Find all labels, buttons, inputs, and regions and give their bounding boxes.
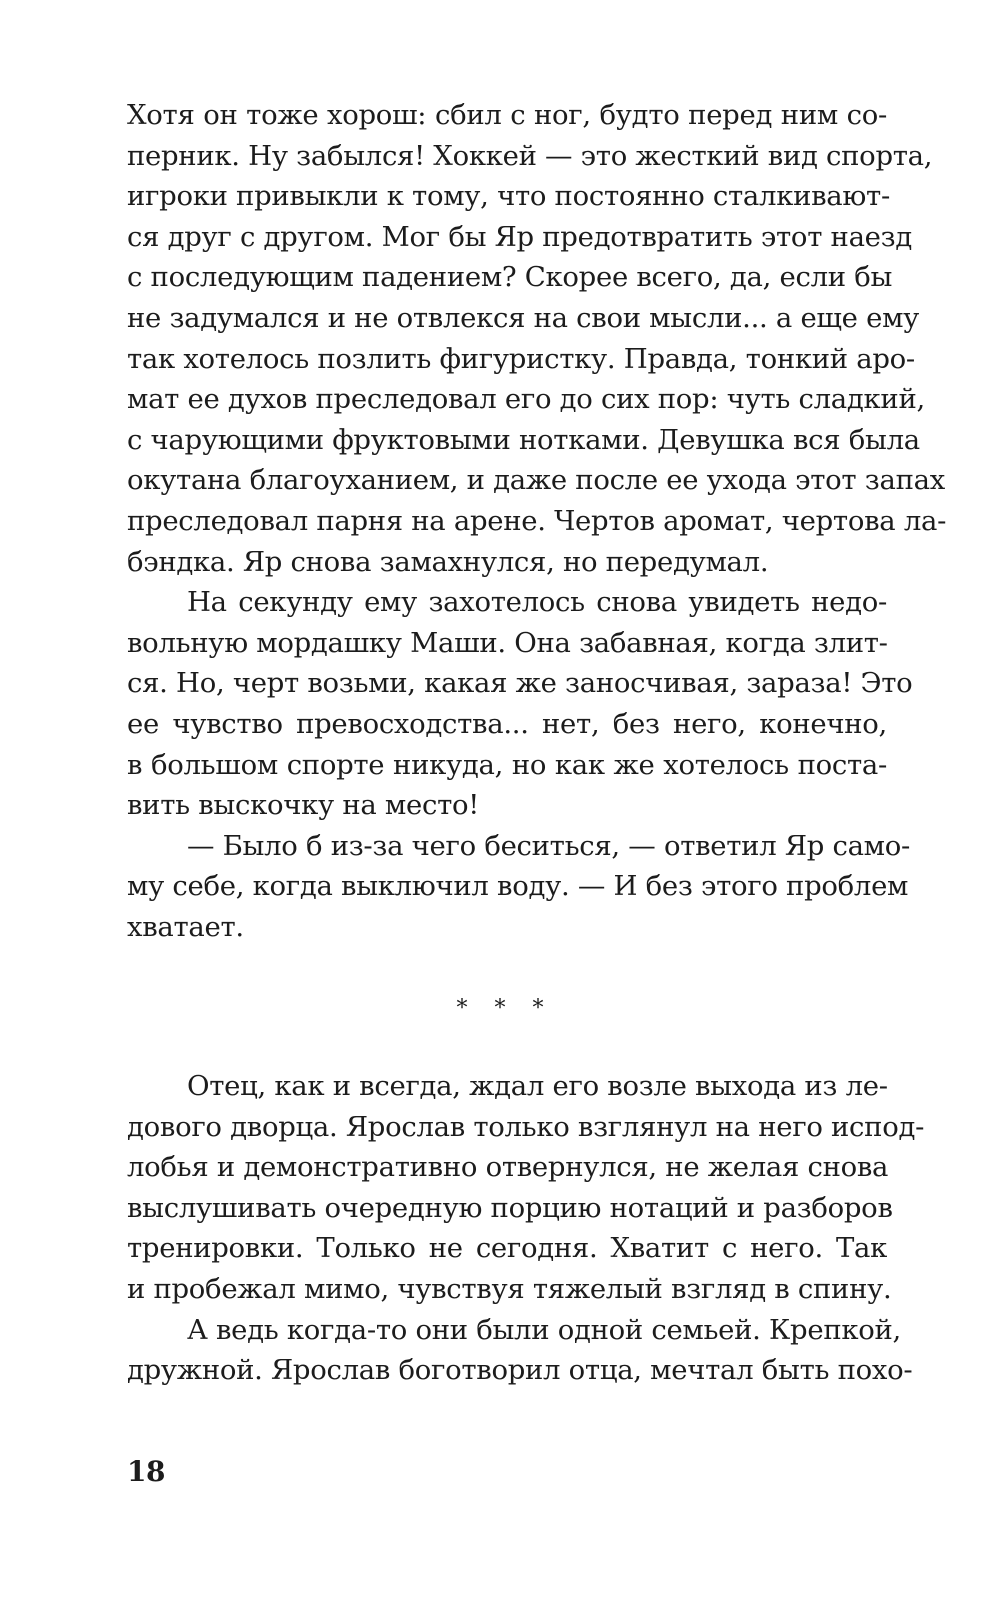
text-line: бэндка. Яр снова замахнулся, но передумал. [127, 545, 769, 578]
text-line: Отец, как и всегда, ждал его возле выхода из ле- [187, 1070, 888, 1102]
text-line: вольную мордашку Маши. Она забавная, когда злит- [127, 626, 888, 659]
text-line: тренировки. Только не сегодня. Хватит с него. Так [127, 1232, 887, 1265]
text-line: преследовал парня на арене. Чертов аромат, чертова ла- [127, 504, 947, 537]
text-section-2 [127, 1066, 925, 1391]
text-line: дового дворца. Ярослав только взглянул на него испод- [127, 1110, 925, 1143]
text-line: дружной. Ярослав боготворил отца, мечтал быть похо- [127, 1354, 913, 1387]
page-number: 18 [127, 1455, 165, 1488]
text-section-1 [127, 95, 947, 947]
text-line: так хотелось позлить фигуристку. Правда, тонкий аро- [127, 342, 915, 375]
text-line: ее чувство превосходства... нет, без него, конечно, [127, 707, 887, 740]
text-line: перник. Ну забылся! Хоккей — это жесткий вид спорта, [127, 139, 933, 172]
text-line: лобья и демонстративно отвернулся, не желая снова [127, 1151, 889, 1184]
text-line: вить выскочку на место! [127, 789, 479, 822]
text-line: выслушивать очередную порцию нотаций и разборов [127, 1191, 893, 1224]
text-line: в большом спорте никуда, но как же хотелось поста- [127, 748, 887, 781]
text-line: не задумался и не отвлекся на свои мысли... а еще ему [127, 301, 920, 334]
text-line: окутана благоуханием, и даже после ее ухода этот запах [127, 464, 945, 497]
text-line: Хотя он тоже хорош: сбил с ног, будто перед ним со- [127, 99, 887, 131]
text-line: му себе, когда выключил воду. — И без этого проблем [127, 870, 909, 903]
text-line: ся друг с другом. Мог бы Яр предотвратить этот наезд [127, 220, 912, 253]
text-line: игроки привыкли к тому, что постоянно сталкивают- [127, 180, 890, 213]
text-line: хватает. [127, 910, 244, 943]
text-line: — Было б из-за чего беситься, — ответил Яр само- [187, 829, 911, 862]
text-line: с чарующими фруктовыми нотками. Девушка вся была [127, 423, 920, 456]
text-line: мат ее духов преследовал его до сих пор: чуть сладкий, [127, 383, 925, 416]
text-line: А ведь когда-то они были одной семьей. Крепкой, [187, 1313, 901, 1346]
text-line: На секунду ему захотелось снова увидеть недо- [187, 586, 887, 619]
text-line: ся. Но, черт возьми, какая же заносчивая, зараза! Это [127, 667, 913, 700]
section-separator: * * * [456, 996, 554, 1021]
text-line: с последующим падением? Скорее всего, да, если бы [127, 261, 893, 294]
text-line: и пробежал мимо, чувствуя тяжелый взгляд в спину. [127, 1272, 892, 1305]
